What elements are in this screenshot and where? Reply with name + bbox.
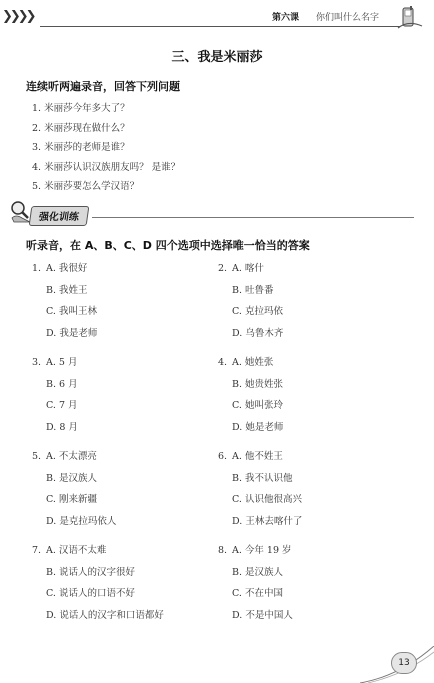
option-b: B. 是汉族人 bbox=[232, 566, 284, 578]
question-item-4 bbox=[218, 354, 283, 440]
page-header bbox=[0, 6, 434, 34]
option-b: B. 6 月 bbox=[46, 378, 78, 390]
option-a: A. 他不姓王 bbox=[232, 451, 283, 462]
question-item-3 bbox=[32, 354, 78, 440]
banner-rule bbox=[92, 217, 414, 218]
banner-label: 强化训练 bbox=[29, 206, 90, 226]
question-item-8 bbox=[218, 542, 293, 628]
item-number: 2. bbox=[218, 263, 228, 274]
list-item: 1. 米丽莎今年多大了？ bbox=[32, 103, 130, 114]
lesson-title: 你们叫什么名字 bbox=[316, 13, 380, 23]
part1-instruction: 连续听两遍录音，回答下列问题 bbox=[26, 80, 180, 93]
option-a: A. 今年 19 岁 bbox=[232, 545, 292, 556]
option-b: B. 是汉族人 bbox=[46, 472, 98, 484]
option-c: C. 说话人的口语不好 bbox=[46, 588, 135, 599]
list-item: 5. 米丽莎要怎么学汉语？ bbox=[32, 181, 140, 192]
option-b: B. 说话人的汉字很好 bbox=[46, 566, 136, 578]
option-c: C. 克拉玛依 bbox=[232, 306, 283, 317]
option-b: B. 吐鲁番 bbox=[232, 284, 274, 296]
question-list bbox=[32, 100, 180, 198]
item-number: 8. bbox=[218, 545, 228, 556]
page-number: 13 bbox=[391, 652, 417, 674]
item-number: 3. bbox=[32, 357, 42, 368]
option-b: B. 她贵姓张 bbox=[232, 378, 284, 390]
lesson-number: 第六课 bbox=[272, 13, 300, 23]
question-item-6 bbox=[218, 448, 302, 534]
list-item: 3. 米丽莎的老师是谁？ bbox=[32, 142, 130, 153]
mobile-phone-icon bbox=[394, 6, 424, 32]
option-d: D. 8 月 bbox=[46, 421, 78, 433]
option-c: C. 她叫张玲 bbox=[232, 400, 283, 411]
section-title: 三、我是米丽莎 bbox=[171, 50, 263, 65]
option-b: B. 我不认识他 bbox=[232, 472, 293, 484]
option-a: A. 她姓张 bbox=[232, 357, 274, 368]
option-a: A. 汉语不太难 bbox=[46, 545, 107, 556]
option-d: D. 我是老师 bbox=[46, 327, 98, 339]
part2-instruction: 听录音，在 A、B、C、D 四个选项中选择唯一恰当的答案 bbox=[26, 239, 310, 252]
practice-banner bbox=[0, 198, 434, 230]
option-b: B. 我姓王 bbox=[46, 284, 88, 296]
option-c: C. 7 月 bbox=[46, 400, 78, 411]
option-d: D. 她是老师 bbox=[232, 421, 284, 433]
option-a: A. 我很好 bbox=[46, 263, 88, 274]
option-d: D. 不是中国人 bbox=[232, 609, 293, 621]
item-number: 5. bbox=[32, 451, 42, 462]
option-c: C. 我叫王林 bbox=[46, 306, 97, 317]
item-number: 6. bbox=[218, 451, 228, 462]
list-item: 2. 米丽莎现在做什么？ bbox=[32, 122, 130, 134]
option-c: C. 不在中国 bbox=[232, 588, 283, 599]
item-number: 4. bbox=[218, 357, 228, 368]
chevrons-decoration: ❯❯❯❯ bbox=[2, 9, 34, 24]
header-rule bbox=[40, 26, 400, 27]
option-c: C. 刚来新疆 bbox=[46, 494, 97, 505]
option-d: D. 王林去喀什了 bbox=[232, 515, 303, 527]
item-number: 7. bbox=[32, 545, 42, 556]
question-item-1 bbox=[32, 260, 97, 346]
option-d: D. 乌鲁木齐 bbox=[232, 327, 284, 339]
option-a: A. 不太漂亮 bbox=[46, 451, 97, 462]
option-a: A. 5 月 bbox=[46, 357, 78, 368]
option-c: C. 认识他很高兴 bbox=[232, 494, 302, 505]
question-item-2 bbox=[218, 260, 283, 346]
option-a: A. 喀什 bbox=[232, 263, 264, 274]
item-number: 1. bbox=[32, 263, 42, 274]
question-item-5 bbox=[32, 448, 116, 534]
option-d: D. 是克拉玛依人 bbox=[46, 515, 117, 527]
option-d: D. 说话人的汉字和口语都好 bbox=[46, 609, 164, 621]
list-item: 4. 米丽莎认识汉族朋友吗？ 是谁？ bbox=[32, 161, 181, 173]
question-item-7 bbox=[32, 542, 164, 628]
